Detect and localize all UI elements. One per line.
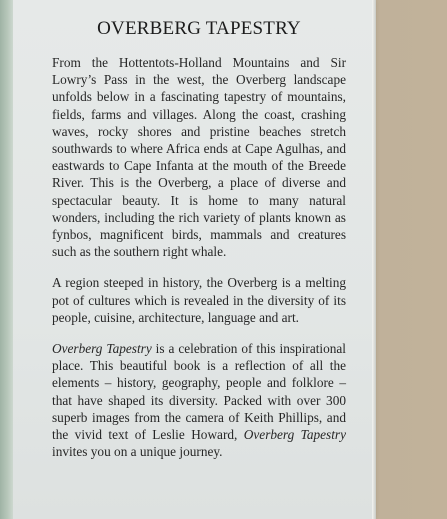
book-title: OVERBERG TAPESTRY xyxy=(97,18,301,39)
paragraph-landscape: From the Hottentots-Holland Mountains and Sir Lowry’s Pass in the west, the Overberg landscape unfolds below in a fascinating tapestry of mountains, fields, farms and villages. Along the coast, crashing waves, rocky shores and pristine beaches stretch southwards to where Africa ends at Cape Agulhas, and eastwards to Cape Infanta at the mouth of the Breede River. This is the Overberg, a place of diverse and spectacular beauty. It is home to many natural wonders, including the rich variety of plants known as fynbos, magnificent birds, mammals and creatures such as the southern right whale. xyxy=(52,55,346,260)
paragraph-text: is a celebration of this inspirational place. This beautiful book is a reflection of all the elements – history, geography, people and folklore – that have shaped its diversity. Packed with over 300 superb images from the camera of Keith Phillips, and the vivid text of Leslie Howard, xyxy=(52,341,346,443)
paragraph-celebration xyxy=(52,340,346,460)
cover-edge xyxy=(372,0,376,519)
book-title-italic-2: Overberg Tapestry xyxy=(243,427,347,443)
paragraph-history: A region steeped in history, the Overberg is a melting pot of cultures which is revealed in the diversity of its people, cuisine, architecture, language and art. xyxy=(52,275,346,325)
book-title-italic: Overberg Tapestry xyxy=(52,341,152,357)
paragraph-text-end: invites you on a unique journey. xyxy=(52,444,223,460)
cover-spine-strip xyxy=(0,0,13,519)
cover-text-block xyxy=(52,18,346,474)
